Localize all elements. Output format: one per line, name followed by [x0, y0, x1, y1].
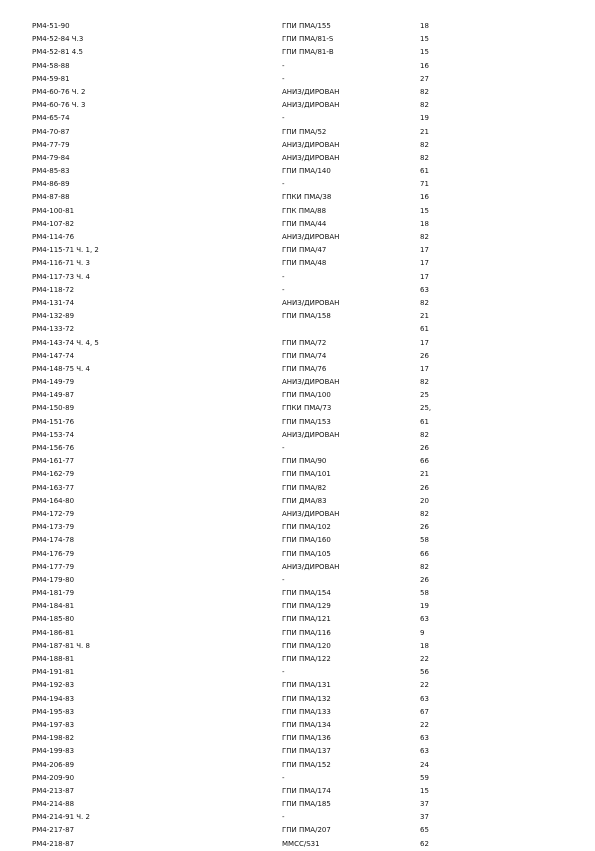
page-number: 17 [420, 246, 429, 255]
page-number: 22 [420, 681, 429, 690]
source-ref: АНИЗ/ДИРОВАН [282, 378, 340, 387]
table-row [32, 508, 572, 521]
table-row [32, 139, 572, 152]
table-row [32, 350, 572, 363]
table-row [32, 218, 572, 231]
document-code: РМ4-52-81 4.5 [32, 48, 83, 57]
source-ref: - [282, 575, 285, 584]
page-number: 65 [420, 826, 429, 835]
page-number: 21 [420, 470, 429, 479]
document-code: РМ4-163-77 [32, 483, 75, 492]
document-code: РМ4-179-80 [32, 575, 75, 584]
source-ref: АНИЗ/ДИРОВАН [282, 509, 340, 518]
document-code: РМ4-197-83 [32, 720, 75, 729]
page-number: 71 [420, 180, 429, 189]
page-number: 58 [420, 589, 429, 598]
document-code: РМ4-198-82 [32, 734, 75, 743]
table-row [32, 231, 572, 244]
source-ref: ГПИ ПМА/137 [282, 747, 331, 756]
table-row [32, 468, 572, 481]
table-row [32, 33, 572, 46]
table-row [32, 429, 572, 442]
page-number: 58 [420, 536, 429, 545]
page-number: 61 [420, 417, 429, 426]
document-code: РМ4-177-79 [32, 562, 75, 571]
page-number: 21 [420, 312, 429, 321]
page-number: 56 [420, 668, 429, 677]
table-row [32, 679, 572, 692]
source-ref: АНИЗ/ДИРОВАН [282, 153, 340, 162]
page-number: 63 [420, 615, 429, 624]
table-row [32, 112, 572, 125]
source-ref: ГПИ ПМА/132 [282, 694, 331, 703]
document-code: РМ4-185-80 [32, 615, 75, 624]
page-number: 17 [420, 259, 429, 268]
page-number: 82 [420, 233, 429, 241]
page-number: 82 [420, 153, 429, 162]
source-ref: ГПИ ПМА/100 [282, 391, 331, 400]
page-number: 26 [420, 444, 429, 452]
table-row [32, 653, 572, 666]
document-code: РМ4-117-73 Ч. 4 [32, 272, 90, 281]
source-ref: ГПИ ПМА/76 [282, 364, 327, 373]
source-ref: ГПИ ПМА/120 [282, 641, 331, 650]
table-row [32, 561, 572, 574]
table-row [32, 824, 572, 837]
table-row [32, 46, 572, 59]
source-ref: ГПИ ПМА/47 [282, 246, 327, 255]
document-code: РМ4-151-76 [32, 417, 75, 426]
table-row [32, 838, 572, 851]
document-code: РМ4-149-87 [32, 391, 75, 400]
source-ref: АНИЗ/ДИРОВАН [282, 430, 340, 439]
table-row [32, 745, 572, 758]
document-code: РМ4-150-89 [32, 404, 75, 413]
document-code: РМ4-199-83 [32, 747, 75, 756]
source-ref: ГПИ ПМА/153 [282, 417, 331, 426]
table-row [32, 600, 572, 613]
page-number: 37 [420, 813, 429, 822]
document-code: РМ4-176-79 [32, 549, 75, 558]
table-row [32, 574, 572, 587]
document-code: РМ4-209-90 [32, 773, 75, 782]
page-number: 17 [420, 364, 429, 373]
table-row [32, 337, 572, 350]
document-code: РМ4-162-79 [32, 470, 75, 479]
source-ref: ГПИ ПМА/74 [282, 351, 327, 360]
source-ref: АНИЗ/ДИРОВАН [282, 562, 340, 571]
document-code: РМ4-213-87 [32, 786, 75, 795]
page-number: 67 [420, 707, 429, 716]
source-ref: ГПИ ПМА/207 [282, 826, 331, 835]
document-code: РМ4-217-87 [32, 826, 75, 835]
source-ref: - [282, 668, 285, 677]
page-number: 66 [420, 549, 429, 558]
page-number: 17 [420, 272, 429, 281]
source-ref: ГПИ ПМА/52 [282, 127, 327, 136]
source-ref: - [282, 180, 285, 189]
document-code: РМ4-70-87 [32, 127, 70, 136]
table-row [32, 60, 572, 73]
source-ref: ГПИ ПМА/81-S [282, 35, 334, 44]
source-ref: ГПИ ПМА/48 [282, 259, 327, 268]
source-ref: ГПИ ПМА/105 [282, 549, 331, 558]
document-code: РМ4-195-83 [32, 707, 75, 716]
table-row [32, 442, 572, 455]
page-number: 27 [420, 74, 429, 83]
table-row [32, 271, 572, 284]
table-row [32, 126, 572, 139]
source-ref: - [282, 74, 285, 83]
document-code: РМ4-172-79 [32, 509, 75, 518]
document-code: РМ4-218-87 [32, 839, 75, 848]
source-ref: АНИЗ/ДИРОВАН [282, 298, 340, 307]
document-code: РМ4-115-71 Ч. 1, 2 [32, 246, 99, 255]
document-code: РМ4-186-81 [32, 628, 75, 637]
page-number: 82 [420, 430, 429, 439]
page-number: 62 [420, 839, 429, 848]
document-code: РМ4-191-81 [32, 668, 75, 677]
document-code: РМ4-131-74 [32, 298, 75, 307]
document-code: РМ4-133-72 [32, 325, 75, 334]
document-code: РМ4-51-90 [32, 22, 70, 30]
table-row [32, 152, 572, 165]
document-code: РМ4-194-83 [32, 694, 75, 703]
page-number: 61 [420, 167, 429, 176]
document-code: РМ4-85-83 [32, 167, 70, 176]
document-code: РМ4-77-79 [32, 140, 70, 149]
page-number: 18 [420, 22, 429, 30]
reference-table [32, 20, 572, 851]
document-code: РМ4-149-79 [32, 378, 75, 387]
table-row [32, 785, 572, 798]
table-row [32, 165, 572, 178]
page-number: 82 [420, 378, 429, 387]
document-code: РМ4-114-76 [32, 233, 75, 241]
document-code: РМ4-132-89 [32, 312, 75, 321]
document-code: РМ4-60-76 Ч. 2 [32, 87, 86, 96]
source-ref [282, 323, 420, 336]
table-row [32, 693, 572, 706]
page-number: 15 [420, 206, 429, 215]
page-number: 82 [420, 140, 429, 149]
document-code: РМ4-118-72 [32, 285, 75, 294]
source-ref: ГПИ ПМА/160 [282, 536, 331, 545]
table-row [32, 482, 572, 495]
document-code: РМ4-173-79 [32, 523, 75, 532]
page-number: 63 [420, 747, 429, 756]
table-row [32, 297, 572, 310]
document-code: РМ4-59-81 [32, 74, 70, 83]
document-code: РМ4-161-77 [32, 457, 75, 466]
table-row [32, 759, 572, 772]
table-row [32, 178, 572, 191]
source-ref: ГПИ ПМА/81-В [282, 48, 334, 57]
table-row [32, 587, 572, 600]
document-code: РМ4-107-82 [32, 219, 75, 228]
document-code: РМ4-100-81 [32, 206, 75, 215]
table-row [32, 772, 572, 785]
source-ref: ГПИ ПМА/154 [282, 589, 331, 598]
table-row [32, 284, 572, 297]
table-row [32, 191, 572, 204]
page-number: 22 [420, 655, 429, 663]
table-row [32, 402, 572, 415]
source-ref: - [282, 444, 285, 452]
document-code: РМ4-206-89 [32, 760, 75, 769]
source-ref: ГПИ ПМА/152 [282, 760, 331, 769]
page-number: 20 [420, 496, 429, 505]
source-ref: АНИЗ/ДИРОВАН [282, 87, 340, 96]
table-row [32, 613, 572, 626]
page-number: 25, [420, 404, 432, 413]
document-code: РМ4-156-76 [32, 444, 75, 452]
document-code: РМ4-214-91 Ч. 2 [32, 813, 90, 822]
table-row [32, 73, 572, 86]
page-number: 63 [420, 694, 429, 703]
page-number: 66 [420, 457, 429, 466]
table-row [32, 640, 572, 653]
page-number: 25 [420, 391, 429, 400]
source-ref: ММСС/S31 [282, 839, 320, 848]
source-ref: ГПК ПМА/88 [282, 206, 327, 215]
table-row [32, 310, 572, 323]
source-ref: ГПИ ПМА/140 [282, 167, 331, 176]
source-ref: ГПИ ПМА/133 [282, 707, 331, 716]
document-code: РМ4-60-76 Ч. 3 [32, 101, 86, 110]
table-row [32, 86, 572, 99]
table-row [32, 389, 572, 402]
source-ref: ГПИ ПМА/185 [282, 800, 331, 809]
source-ref: - [282, 285, 285, 294]
source-ref: АНИЗ/ДИРОВАН [282, 140, 340, 149]
page-number: 37 [420, 800, 429, 809]
page-number: 19 [420, 602, 429, 611]
source-ref: ГПИ ДМА/83 [282, 496, 327, 505]
source-ref: ГПИ ПМА/129 [282, 602, 331, 611]
table-row [32, 798, 572, 811]
source-ref: - [282, 272, 285, 281]
table-row [32, 257, 572, 270]
source-ref: - [282, 813, 285, 822]
document-code: РМ4-147-74 [32, 351, 75, 360]
document-code: РМ4-214-88 [32, 800, 75, 809]
source-ref: ГПИ ПМА/134 [282, 720, 331, 729]
table-row [32, 627, 572, 640]
table-row [32, 20, 572, 33]
source-ref: ГПИ ПМА/174 [282, 786, 331, 795]
page-number: 63 [420, 734, 429, 743]
page-number: 24 [420, 760, 429, 769]
page-number: 82 [420, 509, 429, 518]
page-number: 82 [420, 101, 429, 110]
page-number: 16 [420, 193, 429, 202]
document-code: РМ4-143-74 Ч. 4, 5 [32, 338, 99, 347]
page-number: 59 [420, 773, 429, 782]
page-number: 18 [420, 641, 429, 650]
document-code: РМ4-187-81 Ч. 8 [32, 641, 90, 650]
document-code: РМ4-52-84 Ч.3 [32, 35, 84, 44]
table-row [32, 416, 572, 429]
source-ref: ГПИ ПМА/44 [282, 219, 327, 228]
page-number: 19 [420, 114, 429, 123]
table-row [32, 99, 572, 112]
table-row [32, 376, 572, 389]
source-ref: ГПИ ПМА/122 [282, 655, 331, 663]
page-number: 63 [420, 285, 429, 294]
source-ref: ГПКИ ПМА/73 [282, 404, 332, 413]
source-ref: ГПИ ПМА/155 [282, 22, 331, 30]
page-number: 22 [420, 720, 429, 729]
source-ref: ГПКИ ПМА/38 [282, 193, 332, 202]
document-code: РМ4-164-80 [32, 496, 75, 505]
table-row [32, 521, 572, 534]
table-row [32, 811, 572, 824]
document-code: РМ4-188-81 [32, 655, 75, 663]
source-ref: ГПИ ПМА/101 [282, 470, 331, 479]
table-row [32, 323, 572, 336]
source-ref: ГПИ ПМА/116 [282, 628, 331, 637]
page-number: 26 [420, 523, 429, 532]
source-ref: - [282, 773, 285, 782]
source-ref: АНИЗ/ДИРОВАН [282, 101, 340, 110]
document-code: РМ4-153-74 [32, 430, 75, 439]
source-ref: - [282, 114, 285, 123]
source-ref: ГПИ ПМА/72 [282, 338, 327, 347]
document-code: РМ4-184-81 [32, 602, 75, 611]
page-number: 15 [420, 48, 429, 57]
document-code: РМ4-174-78 [32, 536, 75, 545]
document-code: РМ4-65-74 [32, 114, 70, 123]
table-row [32, 666, 572, 679]
source-ref: АНИЗ/ДИРОВАН [282, 233, 340, 241]
source-ref: ГПИ ПМА/102 [282, 523, 331, 532]
document-code: РМ4-116-71 Ч. 3 [32, 259, 90, 268]
source-ref: - [282, 61, 285, 70]
page-number: 15 [420, 786, 429, 795]
source-ref: ГПИ ПМА/131 [282, 681, 331, 690]
page-number: 82 [420, 298, 429, 307]
document-code: РМ4-58-88 [32, 61, 70, 70]
table-row [32, 455, 572, 468]
document-code: РМ4-79-84 [32, 153, 70, 162]
page-number: 18 [420, 219, 429, 228]
page-number: 26 [420, 575, 429, 584]
table-row [32, 548, 572, 561]
page-number: 15 [420, 35, 429, 44]
page-number: 17 [420, 338, 429, 347]
source-ref: ГПИ ПМА/90 [282, 457, 327, 466]
document-code: РМ4-181-79 [32, 589, 75, 598]
source-ref: ГПИ ПМА/121 [282, 615, 331, 624]
source-ref: ГПИ ПМА/136 [282, 734, 331, 743]
page-number: 21 [420, 127, 429, 136]
table-row [32, 719, 572, 732]
page-number: 82 [420, 562, 429, 571]
document-code: РМ4-87-88 [32, 193, 70, 202]
table-row [32, 495, 572, 508]
document-code: РМ4-86-89 [32, 180, 70, 189]
table-row [32, 732, 572, 745]
document-code: РМ4-192-83 [32, 681, 75, 690]
source-ref: ГПИ ПМА/158 [282, 312, 331, 321]
document-code: РМ4-148-75 Ч. 4 [32, 364, 90, 373]
table-row [32, 363, 572, 376]
page-number: 61 [420, 325, 429, 334]
table-row [32, 534, 572, 547]
page-number: 9 [420, 628, 425, 637]
page-number: 26 [420, 483, 429, 492]
table-row [32, 205, 572, 218]
page-number: 26 [420, 351, 429, 360]
source-ref: ГПИ ПМА/82 [282, 483, 327, 492]
page-number: 16 [420, 61, 429, 70]
page-number: 82 [420, 87, 429, 96]
table-row [32, 706, 572, 719]
table-row [32, 244, 572, 257]
